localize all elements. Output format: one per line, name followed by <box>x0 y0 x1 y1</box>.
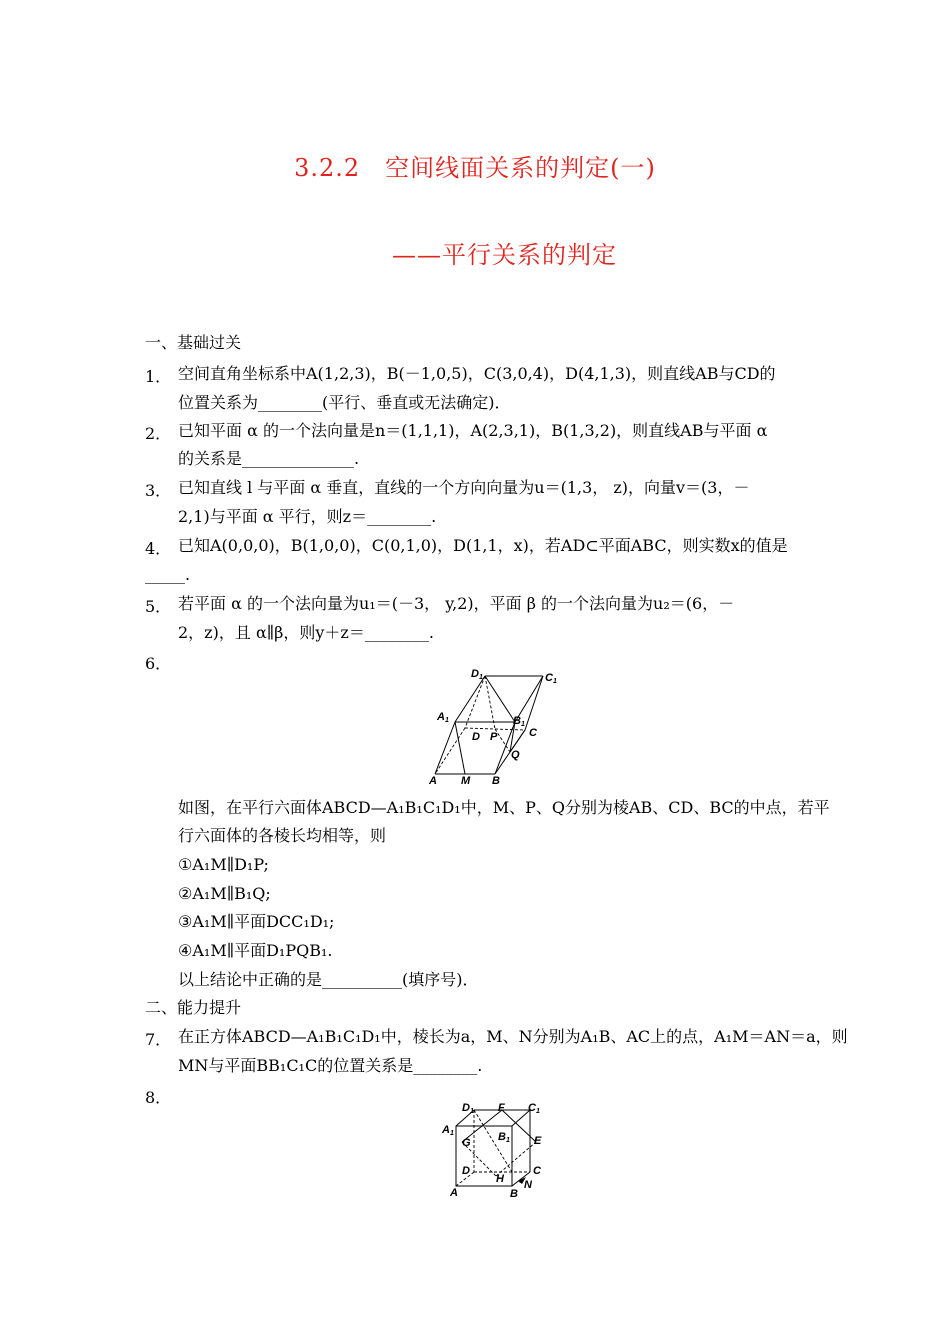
question-1-line-1: 空间直角坐标系中A(1,2,3)，B(－1,0,5)，C(3,0,4)，D(4,1,3)，则直线AB与CD的 <box>178 364 776 383</box>
question-2-line-2: 的关系是______________. <box>178 449 360 468</box>
fig8-label-B1: B1 <box>498 1131 510 1144</box>
fig8-label-A: A <box>450 1187 458 1199</box>
fig8-label-F: F <box>498 1102 505 1114</box>
question-7-line-1: 在正方体ABCD—A₁B₁C₁D₁中，棱长为a，M、N分别为A₁B、AC上的点，A₁M＝AN＝a，则 <box>178 1027 848 1046</box>
question-5-line-2: 2，z)，且 α∥β，则y＋z＝________. <box>178 623 434 642</box>
fig8-label-H: H <box>496 1173 504 1185</box>
question-3-line-2: 2,1)与平面 α 平行，则z＝________. <box>178 507 437 526</box>
page-title: 3.2.2 空间线面关系的判定(一) <box>294 154 656 182</box>
fig8-label-N: N <box>524 1179 532 1191</box>
question-6-number: 6． <box>145 654 172 673</box>
fig6-label-C1: C1 <box>545 672 557 685</box>
fig6-label-P: P <box>490 731 498 743</box>
fig8-label-C1: C1 <box>528 1102 540 1115</box>
question-7-number: 7． <box>145 1030 172 1049</box>
fig8-label-C: C <box>533 1165 541 1177</box>
fig6-label-Q: Q <box>511 749 520 761</box>
question-4-line-2: _____. <box>145 565 191 584</box>
section-advanced: 二、能力提升 <box>145 998 242 1017</box>
question-6-line-3: 以上结论中正确的是__________(填序号)． <box>178 970 479 989</box>
fig6-label-A1: A1 <box>437 711 449 724</box>
section-basic: 一、基础过关 <box>145 333 242 352</box>
fig8-label-B: B <box>510 1188 518 1200</box>
fig6-label-D: D <box>472 731 480 743</box>
fig6-label-C: C <box>529 727 537 739</box>
question-4-number: 4． <box>145 539 172 558</box>
question-6-option-1: ①A₁M∥D₁P; <box>178 855 269 874</box>
question-3-line-1: 已知直线 l 与平面 α 垂直，直线的一个方向向量为u＝(1,3， z)，向量v＝(3，－ <box>178 478 750 497</box>
question-2-line-1: 已知平面 α 的一个法向量是n＝(1,1,1)，A(2,3,1)，B(1,3,2)，则直线AB与平面 α <box>178 421 768 440</box>
fig6-label-M: M <box>461 775 471 787</box>
page-subtitle: ——平行关系的判定 <box>392 241 617 269</box>
fig8-label-D1: D1 <box>462 1102 474 1115</box>
fig6-label-B1: B1 <box>513 715 525 728</box>
question-6-option-2: ②A₁M∥B₁Q; <box>178 884 271 903</box>
fig8-label-A1: A1 <box>442 1124 454 1137</box>
question-6-line-1: 如图，在平行六面体ABCD—A₁B₁C₁D₁中，M、P、Q分别为棱AB、CD、BC的中点，若平 <box>178 798 830 817</box>
question-3-number: 3． <box>145 481 172 500</box>
parallelepiped-figure <box>425 662 565 788</box>
fig8-label-E: E <box>534 1135 542 1147</box>
question-2-number: 2． <box>145 424 172 443</box>
cube-figure <box>440 1100 555 1200</box>
question-8-number: 8． <box>145 1088 172 1107</box>
fig8-label-D: D <box>462 1165 470 1177</box>
fig6-label-B: B <box>492 775 500 787</box>
fig6-label-D1: D1 <box>471 668 483 681</box>
fig6-label-A: A <box>429 775 437 787</box>
question-5-number: 5． <box>145 597 172 616</box>
question-4-line-1: 已知A(0,0,0)，B(1,0,0)，C(0,1,0)，D(1,1，x)，若AD⊂平面ABC，则实数x的值是 <box>178 536 788 555</box>
question-1-line-2: 位置关系为________(平行、垂直或无法确定)． <box>178 393 511 412</box>
question-6-option-4: ④A₁M∥平面D₁PQB₁. <box>178 941 333 960</box>
fig8-label-G: G <box>462 1137 471 1149</box>
question-5-line-1: 若平面 α 的一个法向量为u₁＝(－3， y,2)，平面 β 的一个法向量为u₂＝(6，－ <box>178 594 735 613</box>
question-6-line-2: 行六面体的各棱长均相等，则 <box>178 826 387 845</box>
question-7-line-2: MN与平面BB₁C₁C的位置关系是________. <box>178 1056 483 1075</box>
question-6-option-3: ③A₁M∥平面DCC₁D₁; <box>178 912 335 931</box>
question-1-number: 1． <box>145 367 172 386</box>
